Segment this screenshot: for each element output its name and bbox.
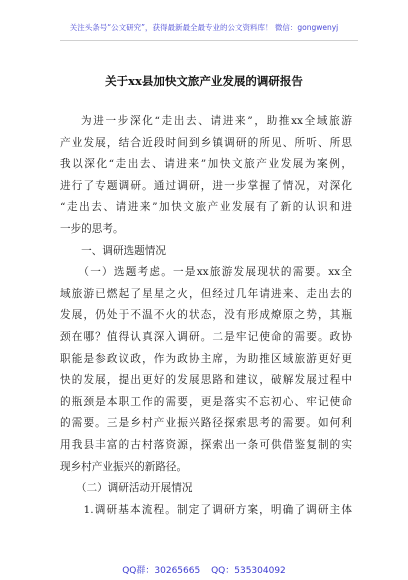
footer-qq: QQ：535304092 xyxy=(211,566,286,576)
footer-qq-group: QQ群：30265665 xyxy=(122,566,201,576)
body-line: 的需要。三是乡村产业振兴路径探索思考的需要。如何利 xyxy=(60,417,352,430)
document-body xyxy=(60,111,352,521)
body-line: 快的发展，提出更好的发展思路和建议，破解发展过程中 xyxy=(60,374,352,387)
body-line: 我以深化“走出去、请进来”加快文旅产业发展为案例， xyxy=(60,158,352,171)
body-line: 职能是参政议政，作为政协主席，为助推区域旅游更好更 xyxy=(60,352,352,365)
body-line: 为进一步深化“走出去、请进来”，助推xx全域旅游 xyxy=(81,115,352,127)
body-line: （一）选题考虑。一是xx旅游发展现状的需要。xx全 xyxy=(60,266,352,279)
header-divider xyxy=(60,40,358,41)
body-line: 域旅游已燃起了星星之火，但经过几年请进来、走出去的 xyxy=(60,287,352,300)
body-line: 的瓶颈是本职工作的需要，更是落实不忘初心、牢记使命 xyxy=(60,395,352,408)
section-heading: 一、调研选题情况 xyxy=(60,244,166,257)
body-line: 颈在哪？值得认真深入调研。二是牢记使命的需要。政协 xyxy=(60,330,352,343)
body-line: 进行了专题调研。通过调研，进一步掌握了情况，对深化 xyxy=(60,179,352,192)
body-line: 用我县丰富的古村落资源，探索出一条可供借鉴复制的实 xyxy=(60,438,352,451)
body-line: 现乡村产业振兴的新路径。 xyxy=(60,460,188,473)
footer-contact xyxy=(0,563,408,576)
section-heading: （二）调研活动开展情况 xyxy=(60,482,193,495)
body-line: 1.调研基本流程。制定了调研方案，明确了调研主体 xyxy=(60,503,352,516)
body-line: “走出去、请进来”加快文旅产业发展有了新的认识和进 xyxy=(60,201,352,214)
body-line: 一步的思考。 xyxy=(60,222,124,235)
document-title: 关于xx县加快文旅产业发展的调研报告 xyxy=(105,74,303,88)
body-line: 发展，仍处于不温不火的状态，没有形成燎原之势，其瓶 xyxy=(60,309,352,322)
header-banner: 关注头条号“公文研究”，获得最新最全最专业的公文资料库！ 微信：gongwenyj xyxy=(69,23,339,32)
body-line: 产业发展，结合近段时间到乡镇调研的所见、所听、所思 xyxy=(60,136,352,149)
